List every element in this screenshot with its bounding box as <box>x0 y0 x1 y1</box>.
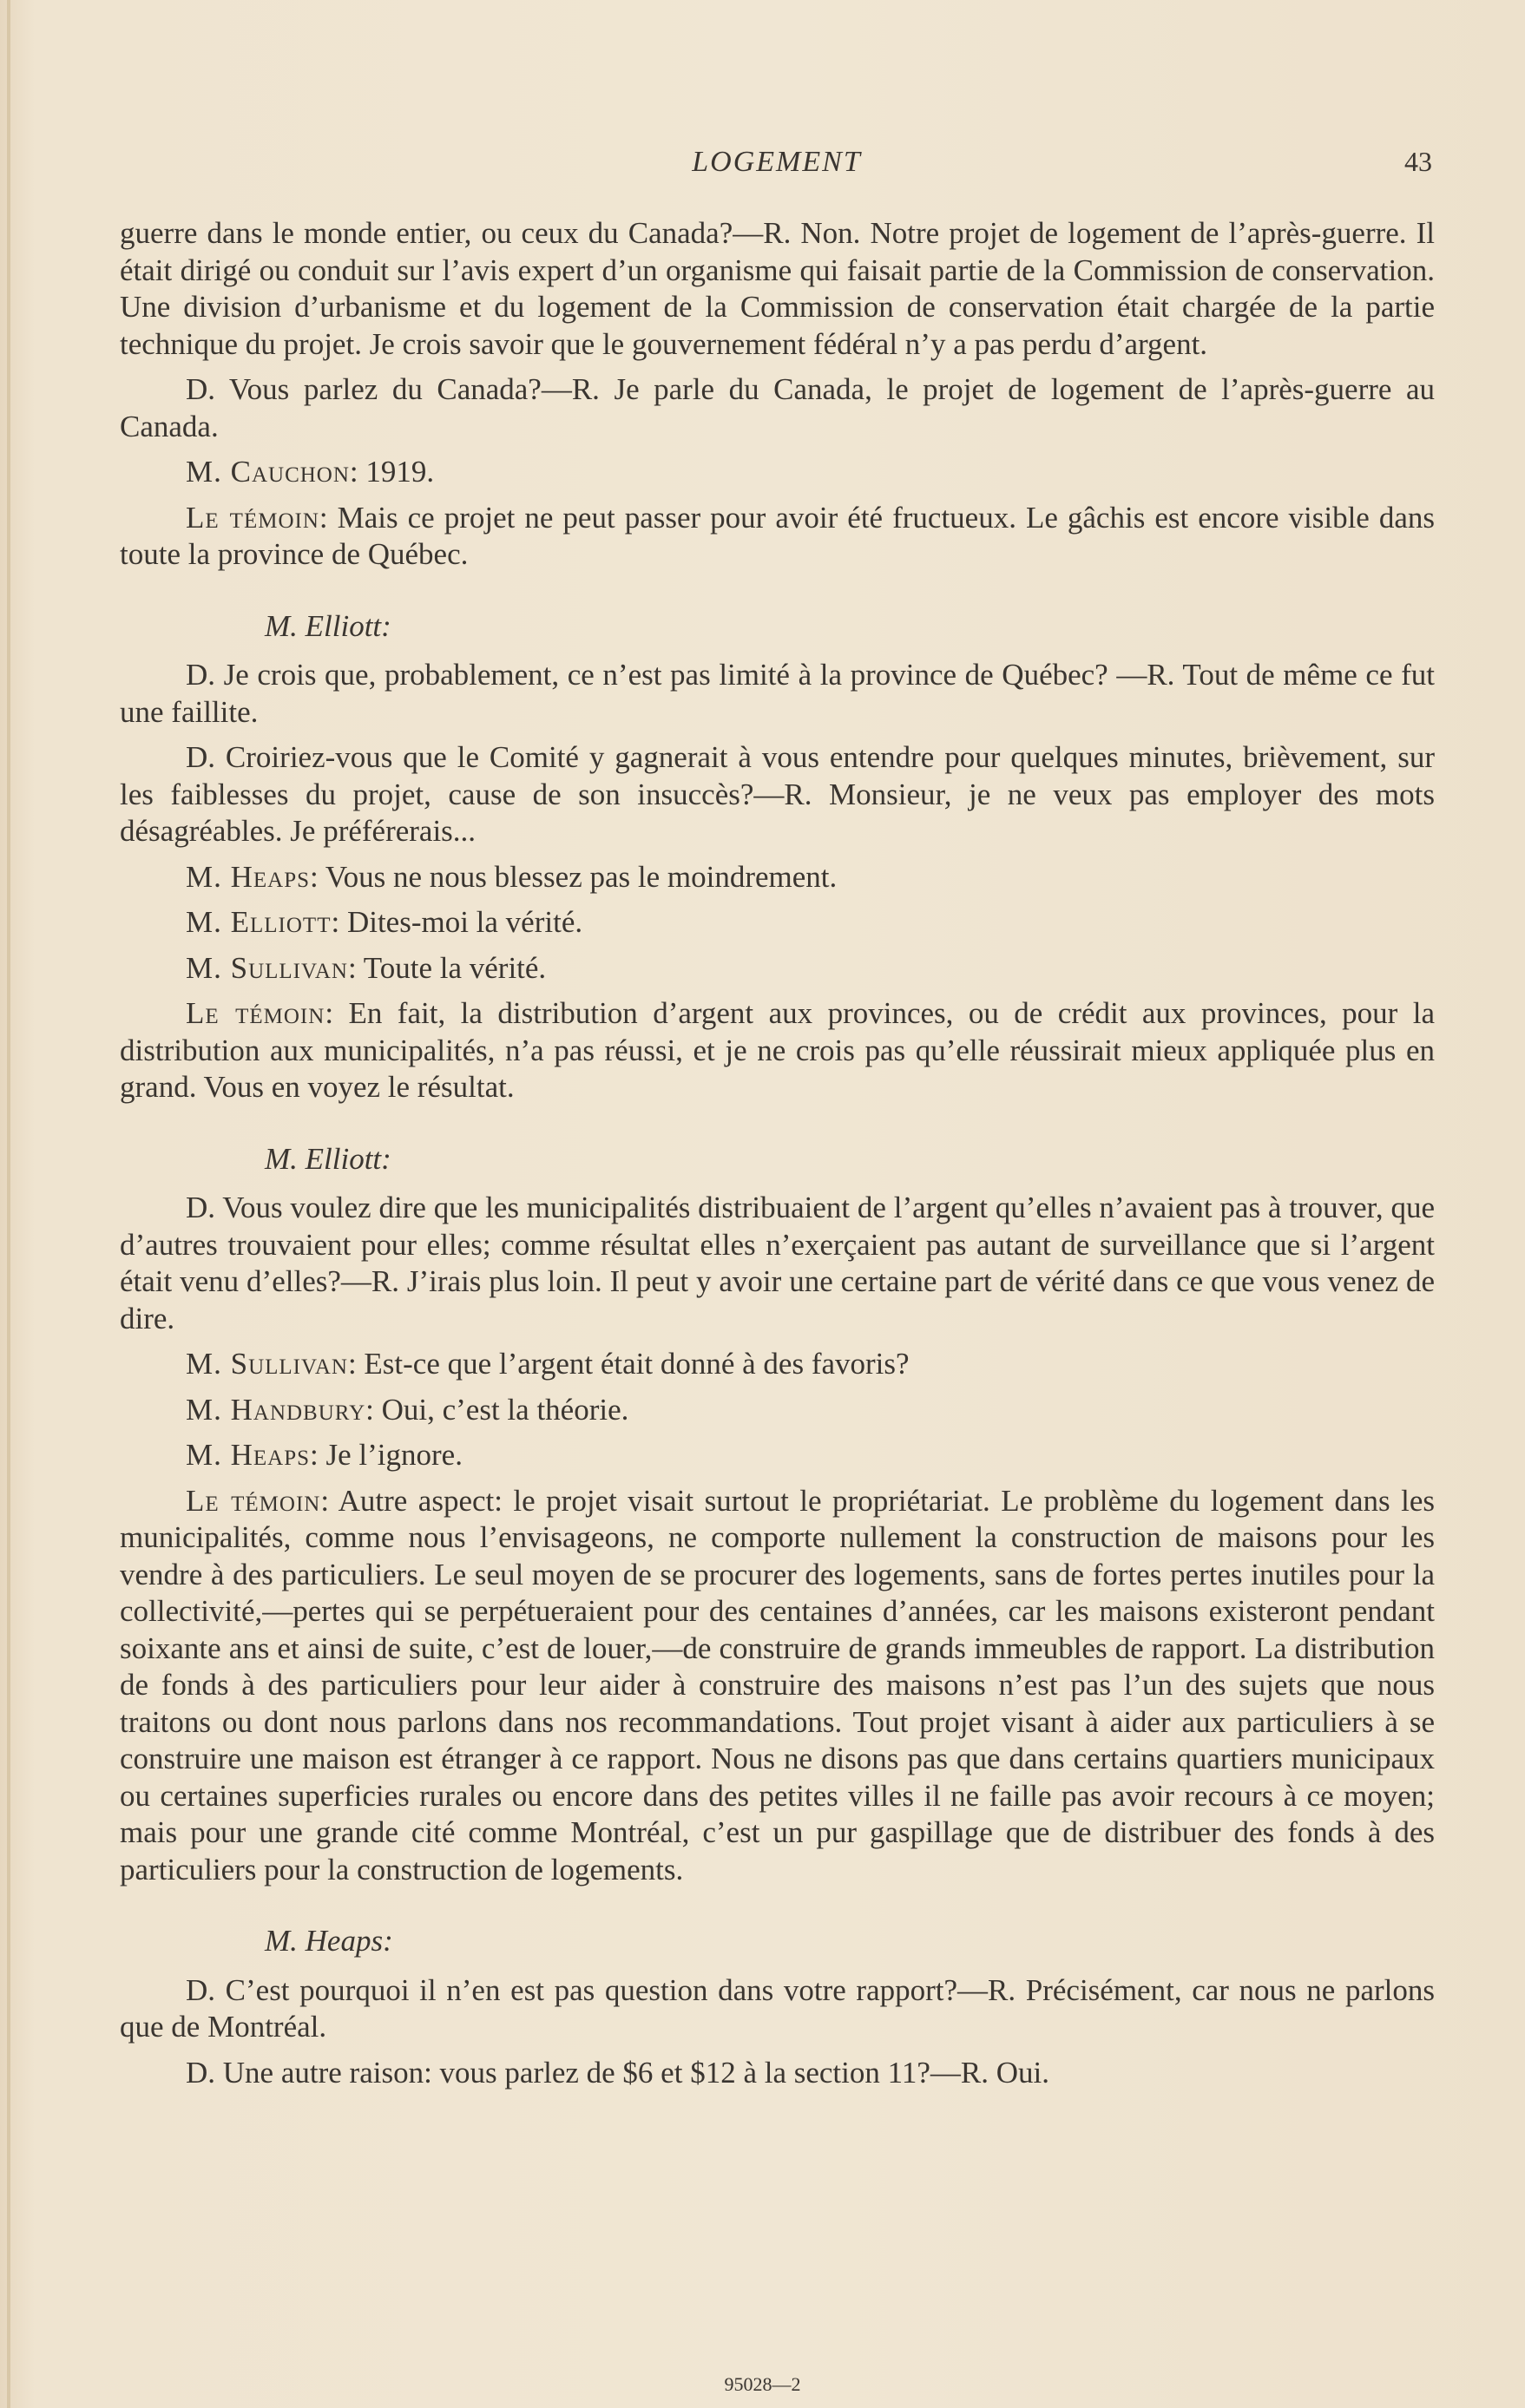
speaker-name: Le témoin <box>186 1483 321 1518</box>
speaker-name: M. Cauchon <box>186 455 350 489</box>
speaker-paragraph: M. Sullivan: Toute la vérité. <box>186 950 547 985</box>
speaker-name: M. Elliott <box>186 905 332 939</box>
speaker-name: Le témoin <box>186 500 319 535</box>
paragraph: D. Croiriez-vous que le Comité y gagnerait à vous entendre pour quelques minutes, brièvement, sur les faiblesses du projet, cause de son insuccès?—R. Monsieur, je ne veux pas employer des mots désagréables. Je préférerais... <box>120 740 1435 848</box>
speaker-paragraph: M. Elliott: Dites-moi la vérité. <box>186 905 583 939</box>
paragraph: D. Je crois que, probablement, ce n’est pas limité à la province de Québec? —R. Tout de même ce fut une faillite. <box>120 658 1435 729</box>
paragraph: D. C’est pourquoi il n’en est pas question dans votre rapport?—R. Précisément, car nous ne parlons que de Montréal. <box>120 1972 1435 2044</box>
speaker-name: M. Sullivan <box>186 950 348 985</box>
paragraph: guerre dans le monde entier, ou ceux du Canada?—R. Non. Notre projet de logement de l’après-guerre. Il était dirigé ou conduit sur l’avis expert d’un organisme qui faisait partie de la Commission de conservation. Une division d’urbanisme et du logement de la Commission de conservation était chargée de la partie technique du projet. Je crois savoir que le gouvernement fédéral n’y a pas perdu d’argent. <box>120 216 1435 361</box>
speaker-paragraph: Le témoin: Autre aspect: le projet visait surtout le propriétariat. Le problème du logement dans les municipalités, comme nous l’envisageons, ne comporte nullement la construction de maisons pour les vendre à des particuliers. Le seul moyen de se procurer des logements, sans de fortes pertes inutiles pour la collectivité,—pertes qui se perpétueraient pour des centaines d’années, car les maisons existeront pendant soixante ans et ainsi de suite, c’est de louer,—de construire de grands immeubles de rapport. La distribution de fonds à des particuliers pour leur aider à construire des maisons n’est pas l’un des sujets que nous traitons ou dont nous parlons dans nos recommandations. Tout projet visant à aider aux particuliers à se construire une maison est étranger à ce rapport. Nous ne disons pas que dans certains quartiers municipaux ou certaines superficies rurales ou encore dans des petites villes il ne faille pas avoir recours à ce moyen; mais pour une grande cité comme Montréal, c’est un pur gaspillage que de distribuer des fonds à des particuliers pour la construction de logements. <box>120 1483 1435 1886</box>
interlocutor-heading: M. Heaps: <box>265 1924 393 1958</box>
speaker-paragraph: M. Handbury: Oui, c’est la théorie. <box>186 1392 629 1427</box>
page-header <box>122 146 1432 189</box>
speaker-name: Le témoin <box>186 996 325 1030</box>
speaker-name: M. Handbury <box>186 1392 366 1427</box>
page-number: 43 <box>1404 146 1432 177</box>
paragraph: D. Une autre raison: vous parlez de $6 et $12 à la section 11?—R. Oui. <box>186 2055 1049 2090</box>
interlocutor-heading: M. Elliott: <box>265 608 391 643</box>
paragraph: D. Vous voulez dire que les municipalités distribuaient de l’argent qu’elles n’avaient pas à trouver, que d’autres trouvaient pour elles; comme résultat elles n’exerçaient pas autant de surveillance que si l’argent était venu d’elles?—R. J’irais plus loin. Il peut y avoir une certaine part de vérité dans ce que vous venez de dire. <box>120 1191 1435 1335</box>
speaker-paragraph: M. Cauchon: 1919. <box>186 455 435 489</box>
speaker-name: M. Sullivan <box>186 1347 348 1381</box>
running-title: LOGEMENT <box>692 146 862 178</box>
speaker-paragraph: Le témoin: Mais ce projet ne peut passer pour avoir été fructueux. Le gâchis est encore visible dans toute la province de Québec. <box>120 500 1435 571</box>
speaker-paragraph: Le témoin: En fait, la distribution d’argent aux provinces, ou de crédit aux provinces, pour la distribution aux municipalités, n’a pas réussi, et je ne crois pas qu’elle réussirait mieux appliquée plus en grand. Vous en voyez le résultat. <box>120 996 1436 1104</box>
paragraph: D. Vous parlez du Canada?—R. Je parle du Canada, le projet de logement de l’après-guerre au Canada. <box>120 372 1435 443</box>
speaker-paragraph: M. Heaps: Je l’ignore. <box>186 1438 463 1472</box>
speaker-paragraph: M. Sullivan: Est-ce que l’argent était donné à des favoris? <box>186 1347 910 1381</box>
page-body <box>120 215 1435 2100</box>
speaker-paragraph: M. Heaps: Vous ne nous blessez pas le moindrement. <box>186 859 838 894</box>
speaker-name: M. Heaps <box>186 1438 311 1472</box>
interlocutor-heading: M. Elliott: <box>265 1141 391 1176</box>
signature-mark: 95028—2 <box>724 2373 801 2395</box>
page-edge <box>7 0 10 2408</box>
speaker-name: M. Heaps <box>186 859 311 894</box>
